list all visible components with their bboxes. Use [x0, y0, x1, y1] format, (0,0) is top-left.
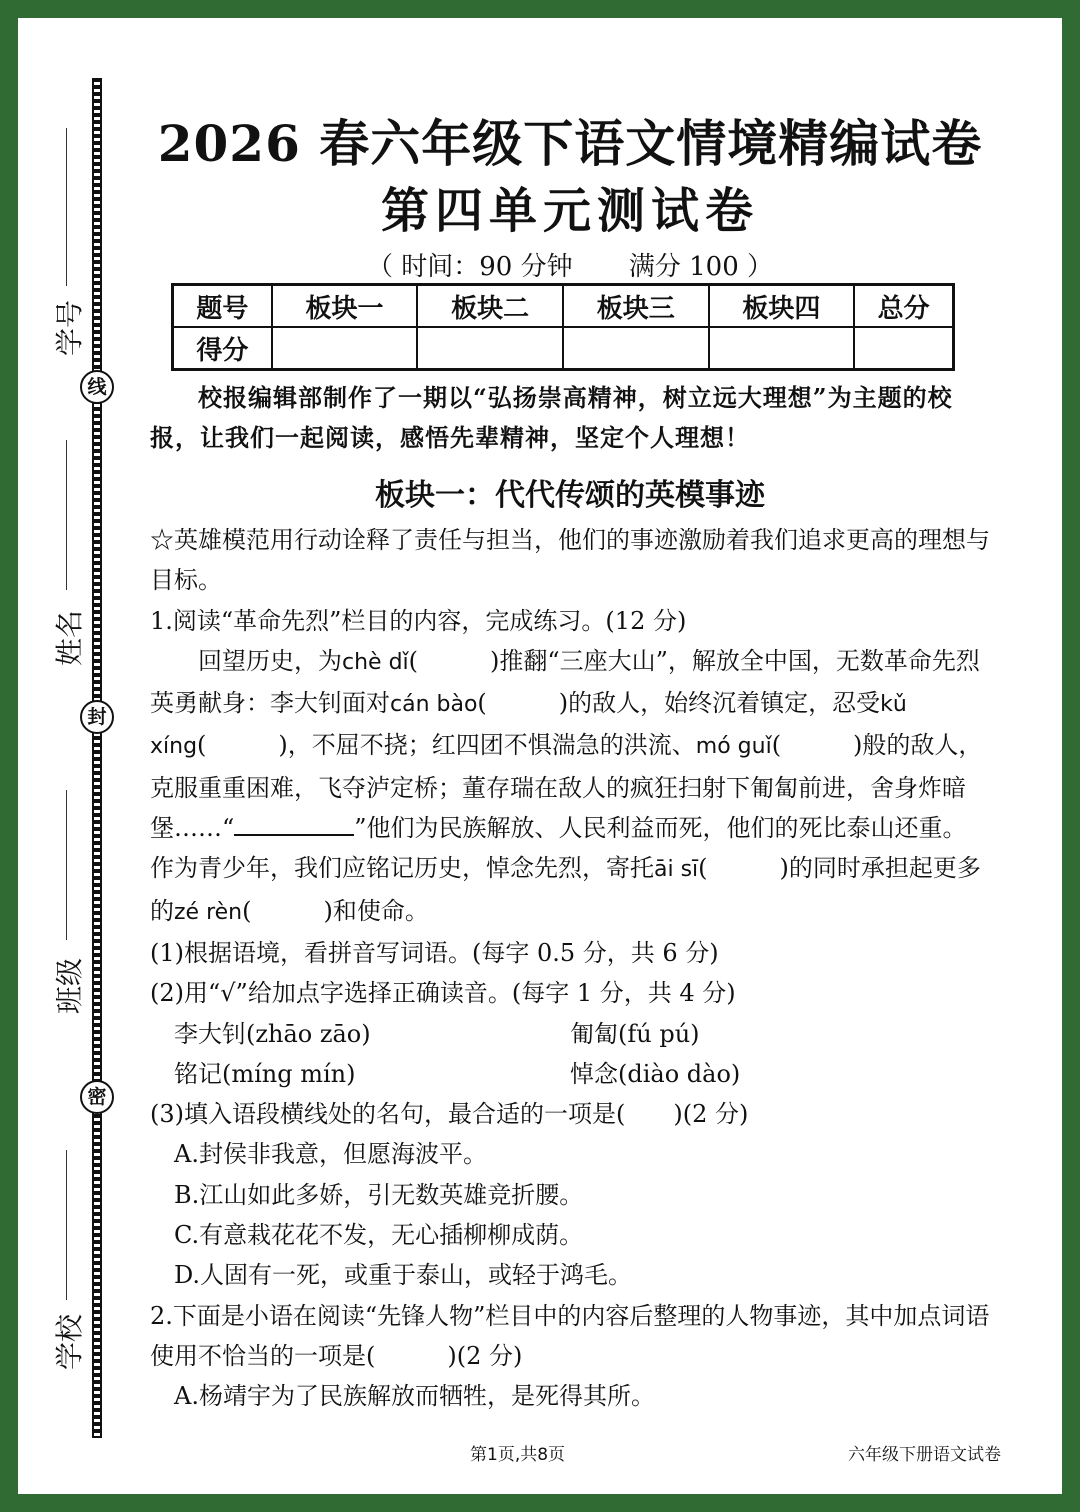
passage-text: ( )般的敌人，克服重重困难，飞夺泸定桥；董存瑞在敌人的疯狂扫射下匍匐前进，舍身炸暗堡……“ — [150, 731, 983, 843]
score-table-score-row — [173, 327, 954, 370]
passage-text: ( )的同时承担起更多的 — [150, 854, 981, 925]
question-1-3: (3)填入语段横线处的名句，最合适的一项是( )(2 分) — [150, 1100, 749, 1129]
question-1-title: 1.阅读“革命先烈”栏目的内容，完成练习。(12 分) — [150, 606, 687, 635]
pinyin: zé rèn — [174, 899, 243, 925]
passage-text: ( )，不屈不挠；红四团不惧湍急的洪流、 — [197, 731, 696, 760]
option-c: C.有意栽花花不发，无心插柳柳成荫。 — [174, 1221, 584, 1250]
school-label: 学校 — [53, 1313, 87, 1371]
seal-xian: 线 — [80, 370, 114, 404]
intro-paragraph: 校报编辑部制作了一期以“弘扬崇高精神，树立远大理想”为主题的校报，让我们一起阅读，感悟先辈精神，坚定个人理想！ — [150, 383, 953, 453]
score-cell[interactable] — [709, 327, 855, 370]
score-cell[interactable] — [854, 327, 953, 370]
binding-dotted-line — [92, 78, 102, 1438]
answer-blank[interactable] — [234, 810, 354, 836]
school-line — [66, 1150, 67, 1300]
name-label: 姓名 — [53, 609, 87, 667]
exam-meta — [150, 246, 990, 283]
pinyin: mó guǐ — [695, 734, 772, 760]
exam-time: （ 时间：90 分钟 — [366, 252, 573, 282]
passage-text: 回望历史，为 — [198, 646, 342, 675]
score-cell[interactable] — [563, 327, 709, 370]
exam-title: 2026 春六年级下语文情境精编试卷 — [157, 114, 983, 173]
name-line — [66, 440, 67, 590]
question-1-passage — [150, 641, 990, 933]
reading-row — [150, 1014, 990, 1054]
score-header-cell: 总分 — [854, 285, 953, 328]
seal-mi: 密 — [80, 1080, 114, 1114]
exam-subtitle: 第四单元测试卷 — [380, 183, 759, 239]
section-1-body — [150, 520, 990, 1417]
option-b: B.江山如此多娇，引无数英雄竞折腰。 — [174, 1180, 584, 1209]
option-d: D.人固有一死，或重于泰山，或轻于鸿毛。 — [174, 1261, 633, 1290]
score-cell[interactable] — [417, 327, 563, 370]
reading-item: 李大钊(zhāo zāo) — [174, 1019, 371, 1048]
score-table-header-row — [173, 285, 954, 328]
reading-row — [150, 1054, 990, 1094]
question-1-1: (1)根据语境，看拼音写词语。(每字 0.5 分，共 6 分) — [150, 938, 719, 967]
question-2-option-a: A.杨靖宇为了民族解放而牺牲，是死得其所。 — [174, 1382, 655, 1411]
score-header-cell: 题号 — [173, 285, 272, 328]
seal-feng: 封 — [80, 700, 114, 734]
score-header-cell: 板块四 — [709, 285, 855, 328]
student-id-line — [66, 128, 67, 286]
pinyin: kǔ xíng — [150, 692, 907, 760]
passage-text: ( )的敌人，始终沉着镇定，忍受 — [477, 689, 881, 718]
score-header-cell: 板块一 — [272, 285, 418, 328]
class-label: 班级 — [53, 957, 87, 1015]
score-header-cell: 板块三 — [563, 285, 709, 328]
question-1-2: (2)用“√”给加点字选择正确读音。(每字 1 分，共 4 分) — [150, 979, 736, 1008]
question-2-title: 2.下面是小语在阅读“先锋人物”栏目中的内容后整理的人物事迹，其中加点词语使用不恰当的一项是( )(2 分) — [150, 1301, 990, 1370]
reading-item: 铭记(míng mín) — [174, 1059, 356, 1088]
reading-item: 悼念(diào dào) — [570, 1059, 741, 1088]
passage-text: ( )推翻“三座大山”，解放全中国，无数革命先烈英勇献身：李大钊面对 — [150, 646, 980, 718]
option-a: A.封侯非我意，但愿海波平。 — [174, 1140, 487, 1169]
score-header-cell: 板块二 — [417, 285, 563, 328]
section-lead: ☆英雄模范用行动诠释了责任与担当，他们的事迹激励着我们追求更高的理想与目标。 — [150, 526, 990, 595]
passage-text: ( )和使命。 — [242, 896, 429, 925]
pinyin: chè dǐ — [342, 649, 409, 675]
exam-full-score: 满分 100 ） — [628, 252, 774, 282]
page-number: 第1页,共8页 — [470, 1445, 566, 1465]
class-line — [66, 790, 67, 940]
pinyin: cán bào — [390, 692, 478, 718]
section-1-title: 板块一：代代传颂的英模事迹 — [375, 478, 765, 513]
reading-item: 匍匐(fú pú) — [570, 1019, 700, 1048]
score-table — [171, 283, 955, 371]
book-label: 六年级下册语文试卷 — [848, 1445, 1001, 1465]
student-id-label: 学号 — [53, 299, 87, 357]
score-cell[interactable] — [272, 327, 418, 370]
score-row-label: 得分 — [173, 327, 272, 370]
passage-text: ”他们为民族解放、人民利益而死，他们的死比泰山还重。作为青少年，我们应铭记历史，悼念先烈，寄托 — [150, 814, 967, 883]
pinyin: āi sī — [654, 857, 699, 883]
